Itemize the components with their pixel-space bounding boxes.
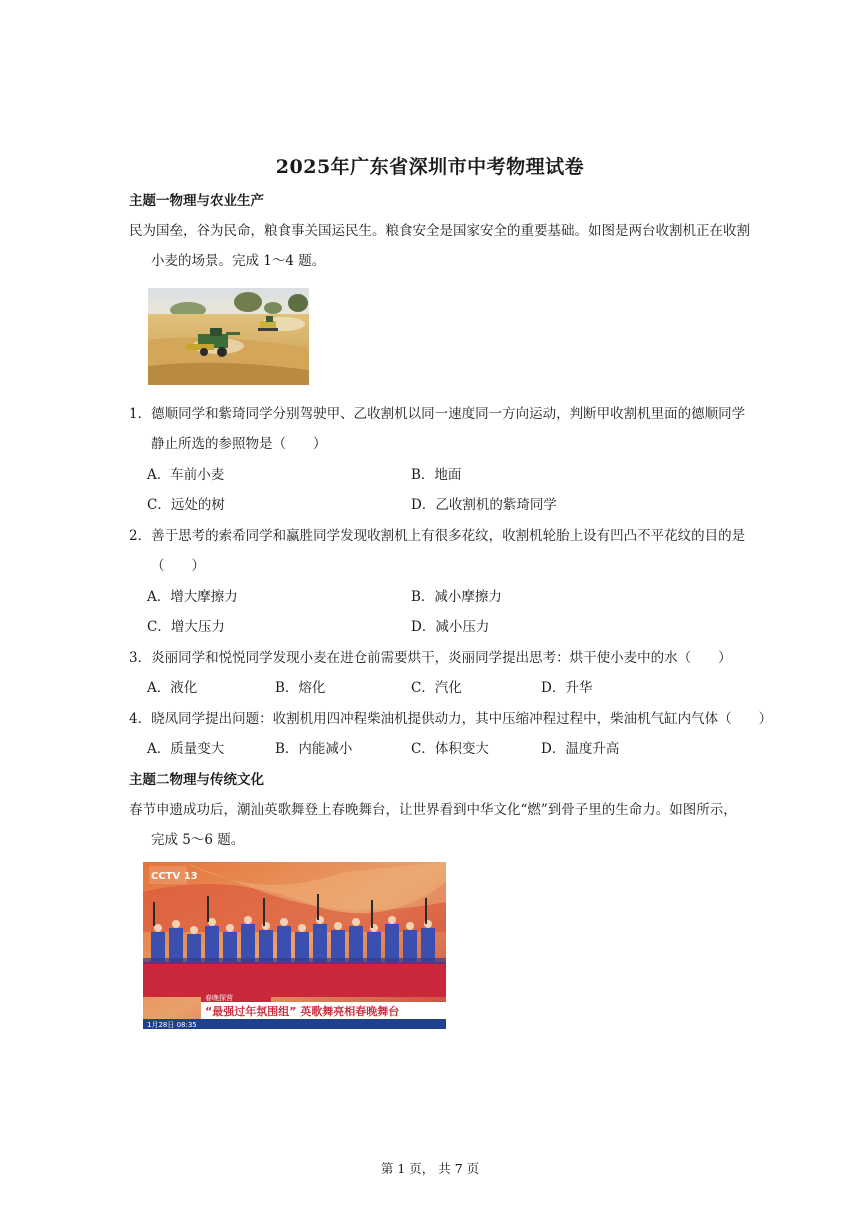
q4-option-b: B．内能减小 bbox=[275, 741, 353, 757]
ticker-time-text: 1月28日 08:35 bbox=[147, 1021, 197, 1029]
q1-stem-line1: 1．德顺同学和紫琦同学分别驾驶甲、乙收割机以同一速度同一方向运动，判断甲收割机里面的德顺同学 bbox=[129, 406, 746, 422]
q1-option-c: C．远处的树 bbox=[147, 497, 225, 513]
q1-option-a: A．车前小麦 bbox=[147, 467, 225, 483]
q3-option-c: C．汽化 bbox=[411, 680, 462, 696]
q2-option-c: C．增大压力 bbox=[147, 619, 225, 635]
harvester-photo bbox=[148, 288, 309, 385]
q4-option-c: C．体积变大 bbox=[411, 741, 489, 757]
page-footer: 第 1 页， 共 7 页 bbox=[380, 1161, 480, 1176]
q3-option-b: B．熔化 bbox=[275, 680, 326, 696]
section2-heading: 主题二物理与传统文化 bbox=[129, 772, 264, 788]
section1-intro-line1: 民为国垒，谷为民命，粮食事关国运民生。粮食安全是国家安全的重要基础。如图是两台收割机正在收割 bbox=[129, 223, 750, 239]
q3-option-a: A．液化 bbox=[147, 680, 198, 696]
cctv-logo-text: CCTV 13 bbox=[151, 871, 198, 882]
q2-stem-line1: 2．善于思考的索希同学和赢胜同学发现收割机上有很多花纹，收割机轮胎上设有凹凸不平花纹的目的是 bbox=[129, 528, 746, 544]
page-title: 2025年广东省深圳市中考物理试卷 bbox=[275, 156, 585, 178]
q1-option-b: B．地面 bbox=[411, 467, 462, 483]
banner-main-text: “最强过年氛围组” 英歌舞亮相春晚舞台 bbox=[205, 1005, 400, 1018]
banner-small-text: 春晚探营 bbox=[205, 994, 233, 1002]
section2-intro-line2: 完成 5～6 题。 bbox=[151, 832, 245, 848]
section1-intro-line2: 小麦的场景。完成 1～4 题。 bbox=[151, 253, 326, 269]
q1-option-d: D．乙收割机的紫琦同学 bbox=[411, 497, 557, 513]
yingge-dance-photo bbox=[143, 862, 446, 1029]
section2-intro-line1: 春节申遗成功后，潮汕英歌舞登上春晚舞台，让世界看到中华文化“燃”到骨子里的生命力。如图所示， bbox=[129, 802, 737, 818]
q3-option-d: D．升华 bbox=[541, 680, 593, 696]
q2-stem-line2: （ ） bbox=[151, 558, 205, 574]
q2-option-a: A．增大摩擦力 bbox=[147, 589, 238, 605]
q3-stem-line1: 3．炎丽同学和悦悦同学发现小麦在进仓前需要烘干，炎丽同学提出思考：烘干使小麦中的水（ ） bbox=[129, 650, 732, 666]
q4-option-a: A．质量变大 bbox=[147, 741, 225, 757]
section1-heading: 主题一物理与农业生产 bbox=[129, 193, 264, 209]
q4-option-d: D．温度升高 bbox=[541, 741, 620, 757]
q1-stem-line2: 静止所选的参照物是（ ） bbox=[151, 436, 327, 452]
q2-option-d: D．减小压力 bbox=[411, 619, 490, 635]
q4-stem-line1: 4．晓凤同学提出问题：收割机用四冲程柴油机提供动力，其中压缩冲程过程中，柴油机气缸内气体（ ） bbox=[129, 711, 773, 727]
q2-option-b: B．减小摩擦力 bbox=[411, 589, 502, 605]
